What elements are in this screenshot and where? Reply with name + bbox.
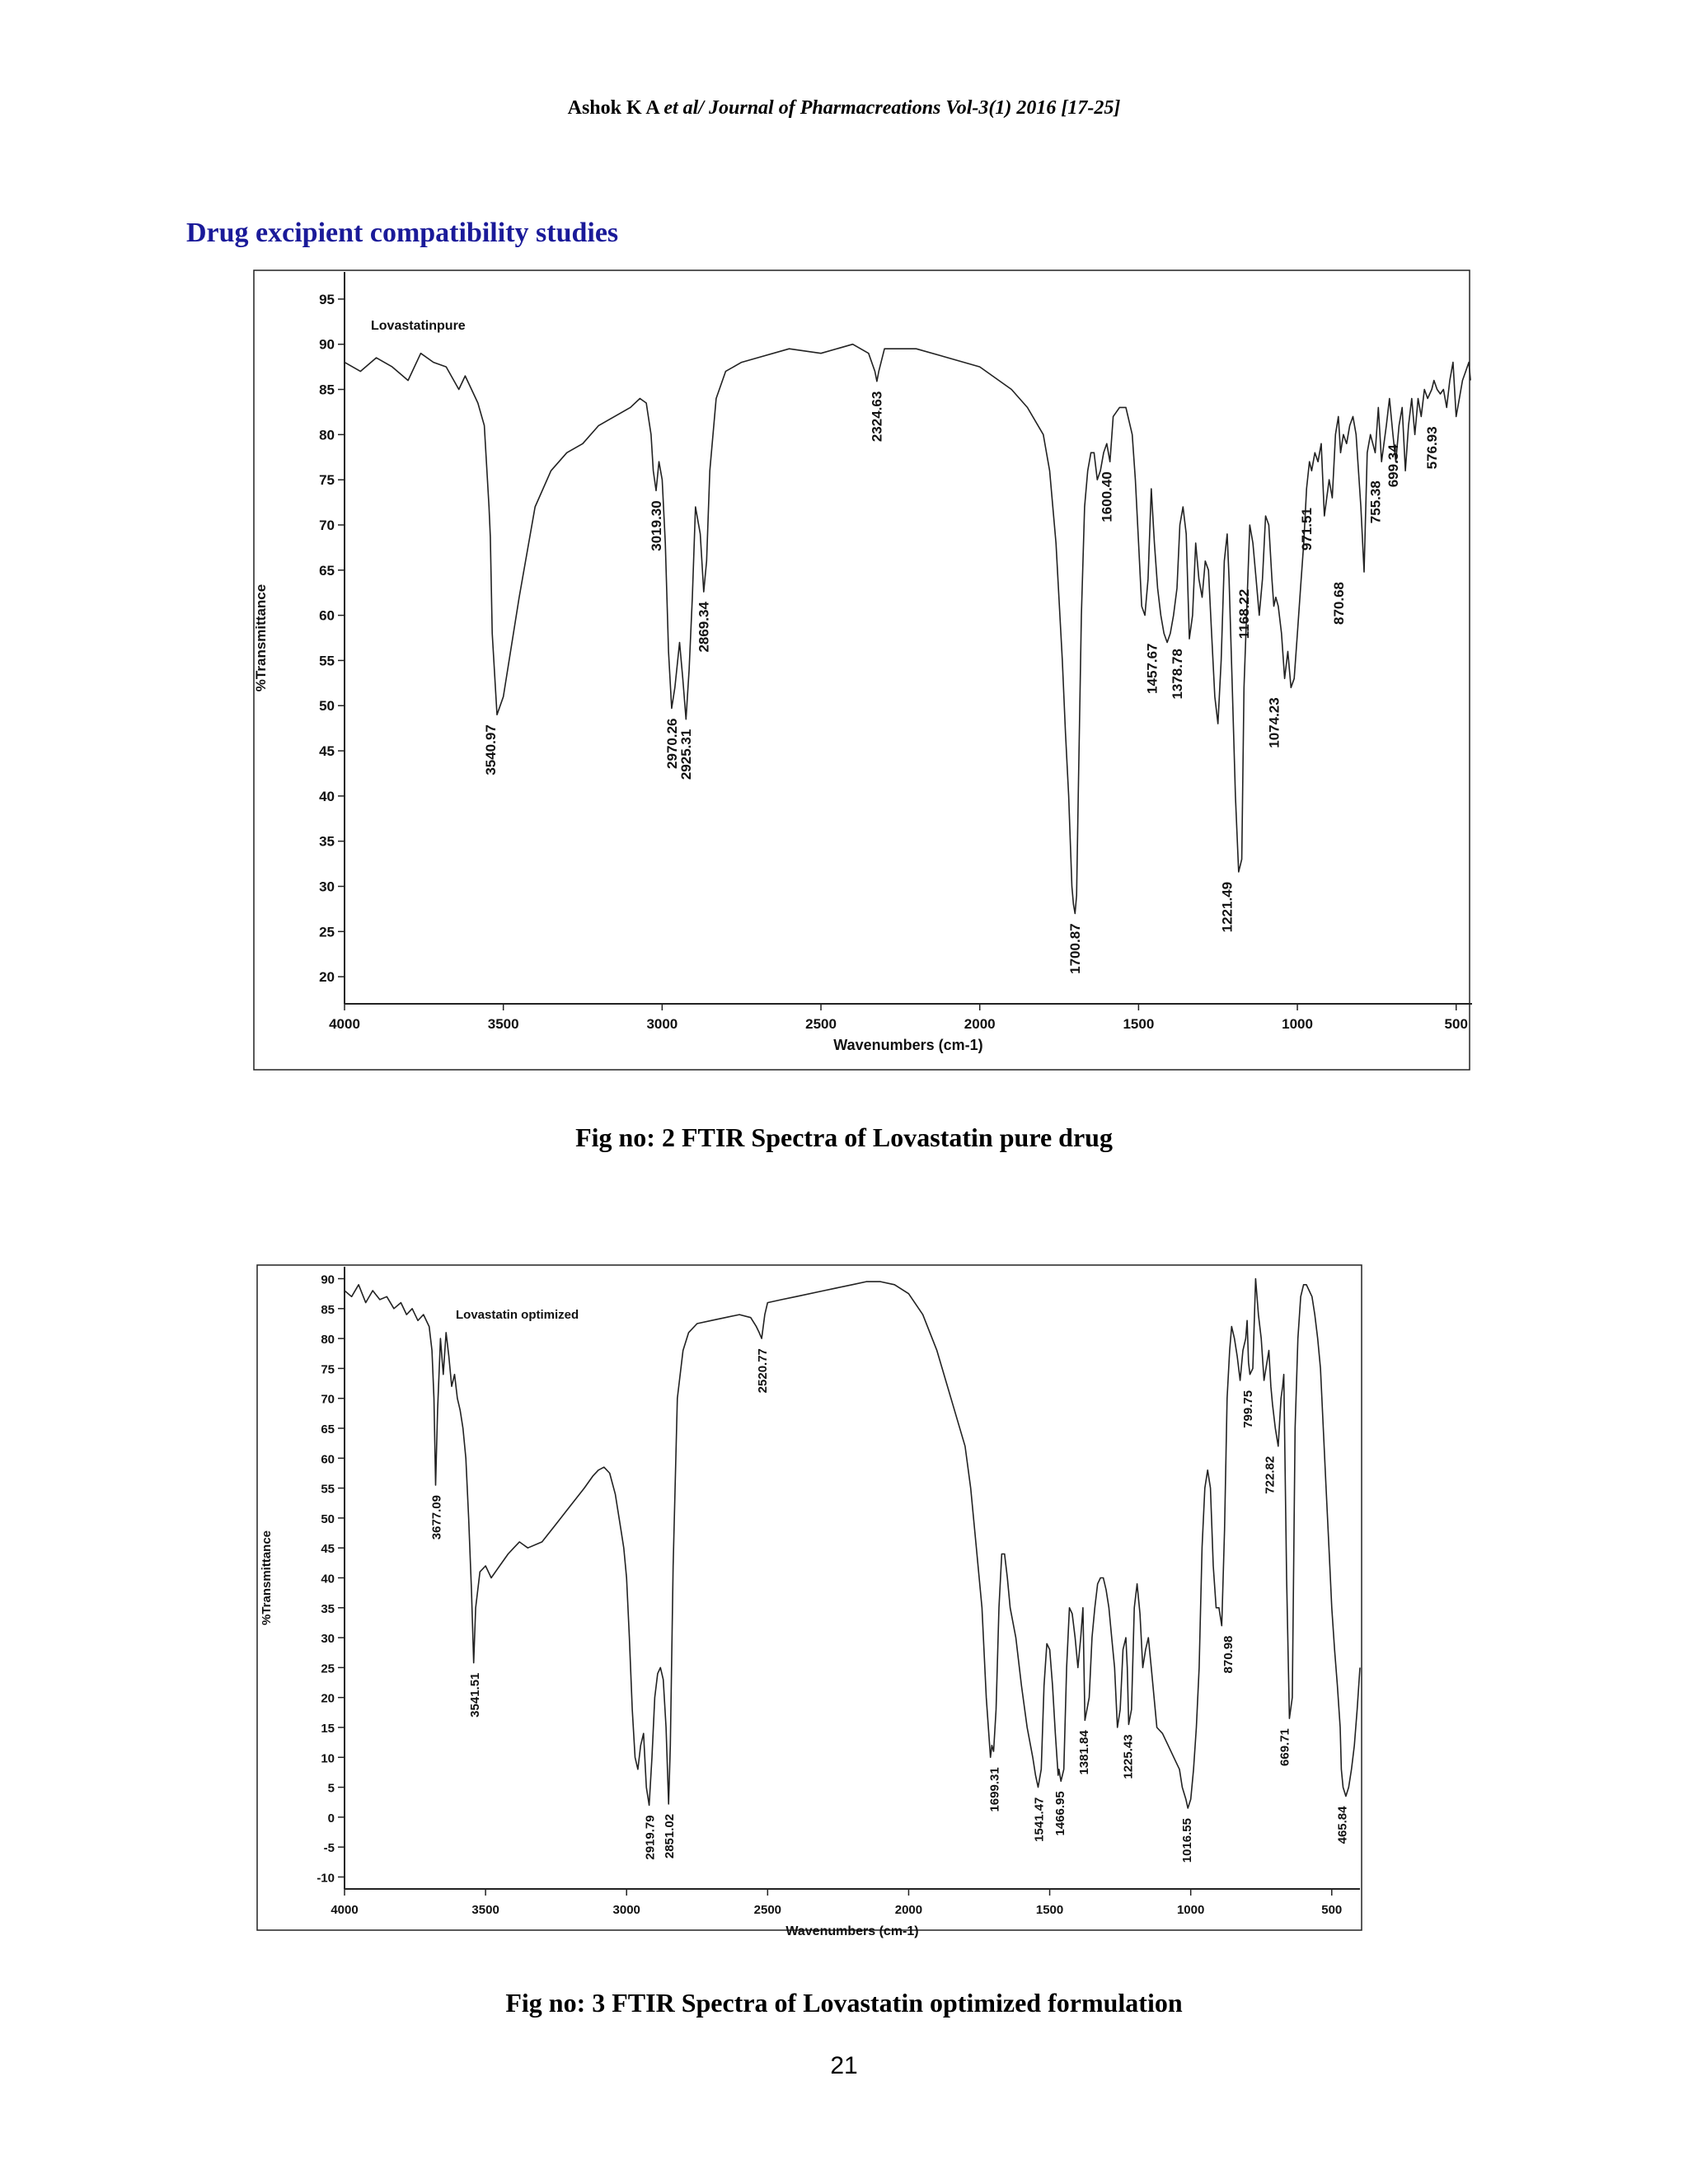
optimized-y-tick-label: 5 (327, 1781, 335, 1796)
pure-peak-label: 1074.23 (1266, 697, 1282, 748)
pure-peak-label: 2869.34 (696, 602, 712, 653)
pure-x-tick-label: 2500 (805, 1016, 837, 1032)
pure-y-tick-label: 40 (319, 788, 335, 804)
pure-y-tick-label: 70 (319, 517, 335, 533)
pure-x-tick-label: 4000 (329, 1016, 360, 1032)
pure-y-tick-label: 95 (319, 291, 335, 307)
pure-y-tick-label: 50 (319, 698, 335, 715)
optimized-y-tick-label: 30 (321, 1632, 335, 1647)
pure-peak-label: 3540.97 (482, 724, 499, 776)
pure-y-tick-label: 60 (319, 607, 335, 624)
optimized-peak-label: 465.84 (1335, 1806, 1350, 1844)
pure-peak-label: 971.51 (1299, 508, 1315, 551)
pure-spectrum-title: Lovastatinpure (371, 319, 466, 333)
figure-2-caption: Fig no: 2 FTIR Spectra of Lovastatin pure drug (575, 1122, 1113, 1152)
pure-peak-label: 2970.26 (663, 718, 680, 769)
optimized-x-tick-label: 4000 (331, 1903, 359, 1917)
page-number: 21 (830, 2052, 858, 2079)
section-heading: Drug excipient compatibility studies (186, 218, 619, 248)
optimized-spectrum-title: Lovastatin optimized (456, 1308, 579, 1322)
pure-peak-label: 1700.87 (1067, 923, 1083, 974)
optimized-peak-label: 1699.31 (987, 1767, 1002, 1812)
figure-3-caption: Fig no: 3 FTIR Spectra of Lovastatin optimized formulation (505, 1988, 1183, 2018)
pure-peak-label: 576.93 (1424, 426, 1441, 470)
pure-peak-label: 1378.78 (1170, 649, 1186, 700)
header-etal: et al (663, 97, 699, 119)
optimized-y-tick-label: -5 (323, 1841, 335, 1856)
pure-peak-label: 1457.67 (1144, 643, 1160, 694)
pure-peak-label: 2324.63 (869, 391, 885, 443)
optimized-peak-label: 870.98 (1221, 1635, 1236, 1674)
optimized-y-tick-label: 40 (321, 1572, 335, 1586)
optimized-y-tick-label: 10 (321, 1751, 335, 1766)
optimized-peak-label: 2520.77 (756, 1348, 771, 1394)
optimized-y-tick-label: 45 (321, 1542, 335, 1557)
optimized-spectrum-line (345, 1279, 1360, 1812)
optimized-x-tick-label: 2500 (753, 1903, 782, 1917)
optimized-y-tick-label: 90 (321, 1272, 335, 1287)
pure-peak-label: 1221.49 (1219, 881, 1236, 933)
optimized-x-tick-label: 500 (1321, 1903, 1343, 1917)
pure-x-tick-label: 500 (1444, 1016, 1468, 1032)
pure-y-tick-label: 80 (319, 427, 335, 443)
pure-x-tick-label: 3500 (487, 1016, 519, 1032)
optimized-y-tick-label: 0 (327, 1811, 335, 1825)
pure-x-tick-label: 2000 (964, 1016, 996, 1032)
optimized-y-tick-label: 65 (321, 1422, 335, 1437)
optimized-y-tick-label: 55 (321, 1482, 335, 1497)
pure-peak-label: 699.34 (1385, 444, 1401, 488)
optimized-peak-label: 2851.02 (663, 1813, 678, 1859)
pure-y-tick-label: 90 (319, 336, 335, 353)
pure-y-tick-label: 45 (319, 743, 335, 760)
pure-y-tick-label: 20 (319, 969, 335, 986)
optimized-x-tick-label: 1500 (1035, 1903, 1064, 1917)
pure-y-tick-label: 25 (319, 924, 335, 940)
optimized-y-tick-label: 35 (321, 1601, 335, 1616)
optimized-x-tick-label: 2000 (894, 1903, 923, 1917)
pure-y-tick-label: 75 (319, 472, 335, 489)
optimized-y-tick-label: 80 (321, 1333, 335, 1347)
pure-y-tick-label: 85 (319, 382, 335, 398)
optimized-x-tick-label: 1000 (1176, 1903, 1205, 1917)
pure-peak-label: 870.68 (1330, 582, 1347, 625)
pure-y-tick-label: 55 (319, 653, 335, 669)
optimized-y-tick-label: 50 (321, 1511, 335, 1526)
optimized-peak-label: 1381.84 (1077, 1730, 1091, 1775)
optimized-peak-label: 799.75 (1241, 1390, 1256, 1428)
pure-peak-label: 1168.22 (1236, 588, 1253, 640)
pure-y-axis-label: %Transmittance (253, 583, 269, 692)
optimized-y-tick-label: 25 (321, 1661, 335, 1676)
pure-y-tick-label: 35 (319, 833, 335, 850)
optimized-x-axis-label: Wavenumbers (cm-1) (785, 1924, 919, 1938)
optimized-y-tick-label: 70 (321, 1392, 335, 1407)
optimized-peak-label: 1016.55 (1180, 1818, 1194, 1863)
optimized-y-tick-label: 60 (321, 1452, 335, 1467)
pure-x-tick-label: 1000 (1282, 1016, 1313, 1032)
pure-x-axis-label: Wavenumbers (cm-1) (833, 1037, 983, 1053)
pure-y-tick-label: 65 (319, 562, 335, 579)
optimized-y-axis-label: %Transmittance (260, 1530, 274, 1626)
optimized-y-tick-label: 15 (321, 1721, 335, 1736)
optimized-x-tick-label: 3000 (612, 1903, 640, 1917)
optimized-y-tick-label: -10 (316, 1871, 335, 1886)
optimized-figure-frame (257, 1265, 1362, 1930)
pure-peak-label: 2925.31 (678, 729, 695, 780)
optimized-peak-label: 3677.09 (429, 1495, 444, 1540)
optimized-peak-label: 1225.43 (1121, 1734, 1136, 1779)
header-journal: / Journal of Pharmacreations Vol-3(1) 2016 [17-25] (698, 97, 1121, 119)
pure-x-tick-label: 1500 (1123, 1016, 1155, 1032)
optimized-y-tick-label: 75 (321, 1362, 335, 1377)
optimized-x-tick-label: 3500 (471, 1903, 499, 1917)
optimized-peak-label: 669.71 (1278, 1728, 1292, 1766)
optimized-y-tick-label: 20 (321, 1691, 335, 1706)
header-author: Ashok K A (567, 97, 659, 119)
pure-peak-label: 755.38 (1367, 480, 1384, 524)
pure-peak-label: 3019.30 (648, 500, 664, 551)
optimized-peak-label: 1466.95 (1053, 1791, 1067, 1836)
optimized-peak-label: 3541.51 (467, 1672, 482, 1718)
pure-peak-label: 1600.40 (1099, 471, 1115, 523)
optimized-peak-label: 1541.47 (1032, 1797, 1047, 1842)
pure-y-tick-label: 30 (319, 879, 335, 895)
optimized-peak-label: 722.82 (1263, 1455, 1278, 1494)
optimized-y-tick-label: 85 (321, 1302, 335, 1317)
optimized-peak-label: 2919.79 (643, 1815, 658, 1860)
pure-x-tick-label: 3000 (646, 1016, 678, 1032)
